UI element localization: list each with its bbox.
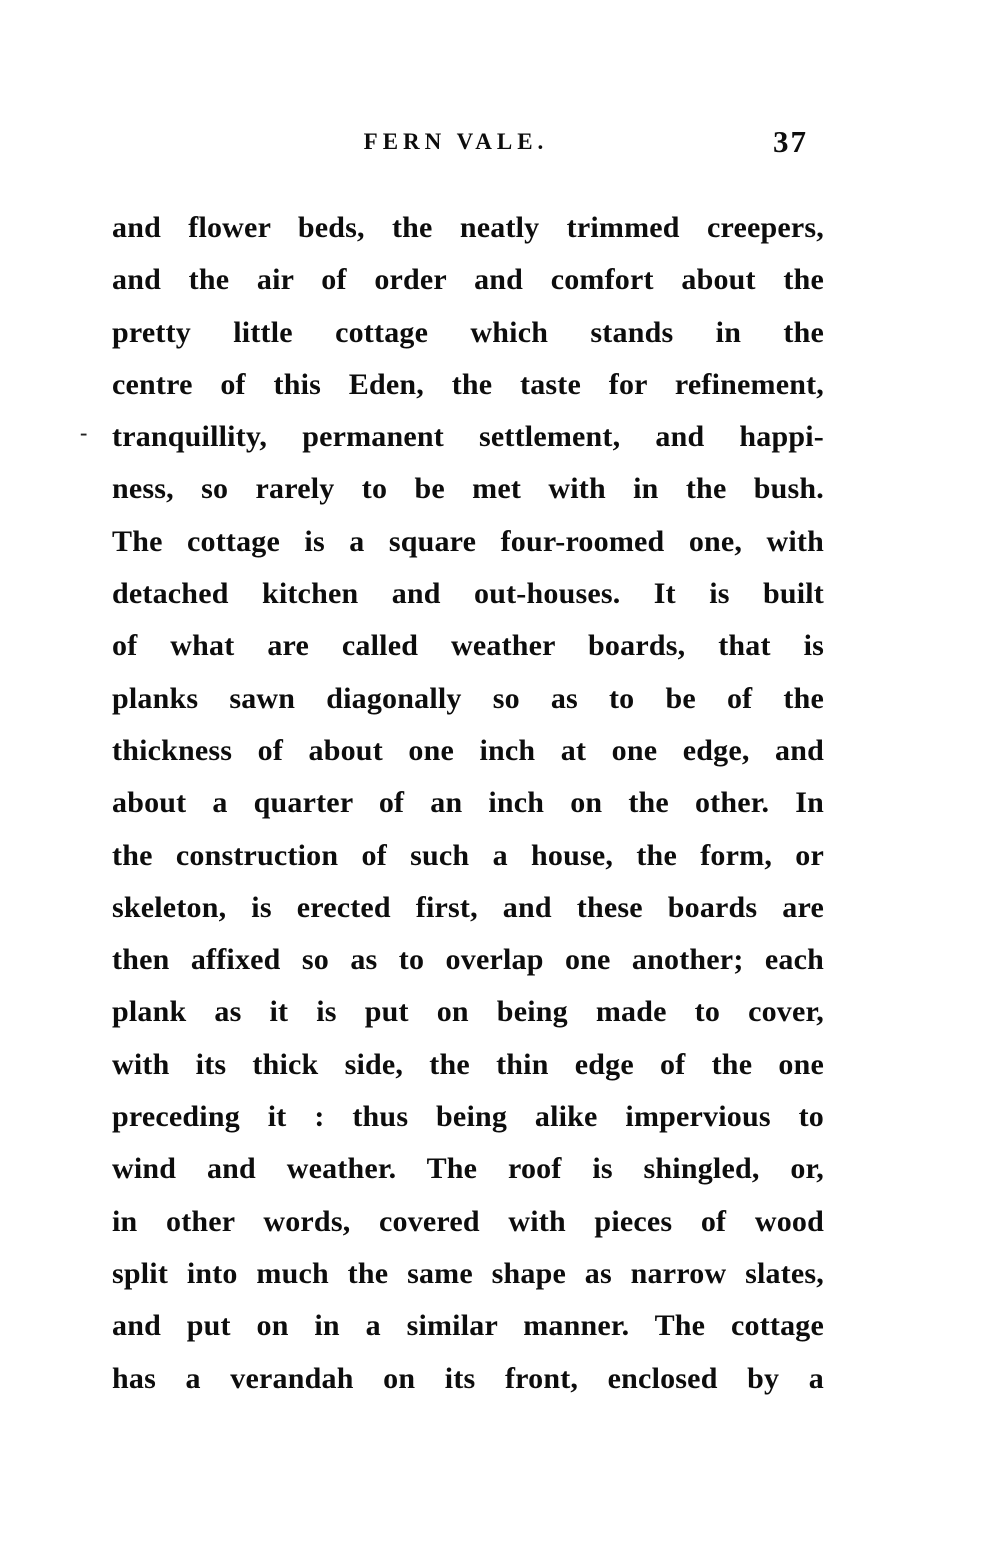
text-line: thickness of about one inch at one edge, and — [112, 733, 824, 767]
text-line: and the air of order and comfort about the — [112, 263, 824, 297]
text-line: detached kitchen and out-houses. It is built — [112, 577, 824, 611]
text-line: has a verandah on its front, enclosed by a — [112, 1361, 824, 1395]
text-line: with its thick side, the thin edge of the one — [112, 1047, 824, 1081]
text-line: the construction of such a house, the form, or — [112, 838, 824, 872]
text-line: preceding it : thus being alike impervious to — [112, 1100, 824, 1134]
page-number: 37 — [773, 124, 808, 159]
text-line: wind and weather. The roof is shingled, or, — [112, 1152, 824, 1186]
text-line: then affixed so as to overlap one another; each — [112, 943, 824, 977]
text-line: plank as it is put on being made to cover, — [112, 995, 824, 1029]
text-line: pretty little cottage which stands in the — [112, 315, 824, 349]
text-line: The cottage is a square four-roomed one, with — [112, 524, 824, 558]
margin-mark: - — [80, 420, 88, 445]
text-line: split into much the same shape as narrow slates, — [112, 1256, 824, 1290]
text-line: and flower beds, the neatly trimmed creepers, — [112, 211, 824, 244]
text-line: and put on in a similar manner. The cottage — [112, 1309, 824, 1343]
running-header-title: FERN VALE. — [363, 129, 549, 154]
text-line: tranquillity, permanent settlement, and happi- — [112, 420, 824, 454]
text-line: planks sawn diagonally so as to be of the — [112, 681, 824, 715]
text-line: of what are called weather boards, that is — [112, 629, 824, 663]
text-line: about a quarter of an inch on the other. In — [112, 786, 824, 820]
text-line: ness, so rarely to be met with in the bush. — [112, 472, 824, 506]
body-text-block — [112, 202, 824, 1405]
text-line: centre of this Eden, the taste for refinement, — [112, 367, 824, 401]
text-line: in other words, covered with pieces of wood — [112, 1204, 824, 1238]
text-line: skeleton, is erected first, and these boards are — [112, 890, 824, 924]
